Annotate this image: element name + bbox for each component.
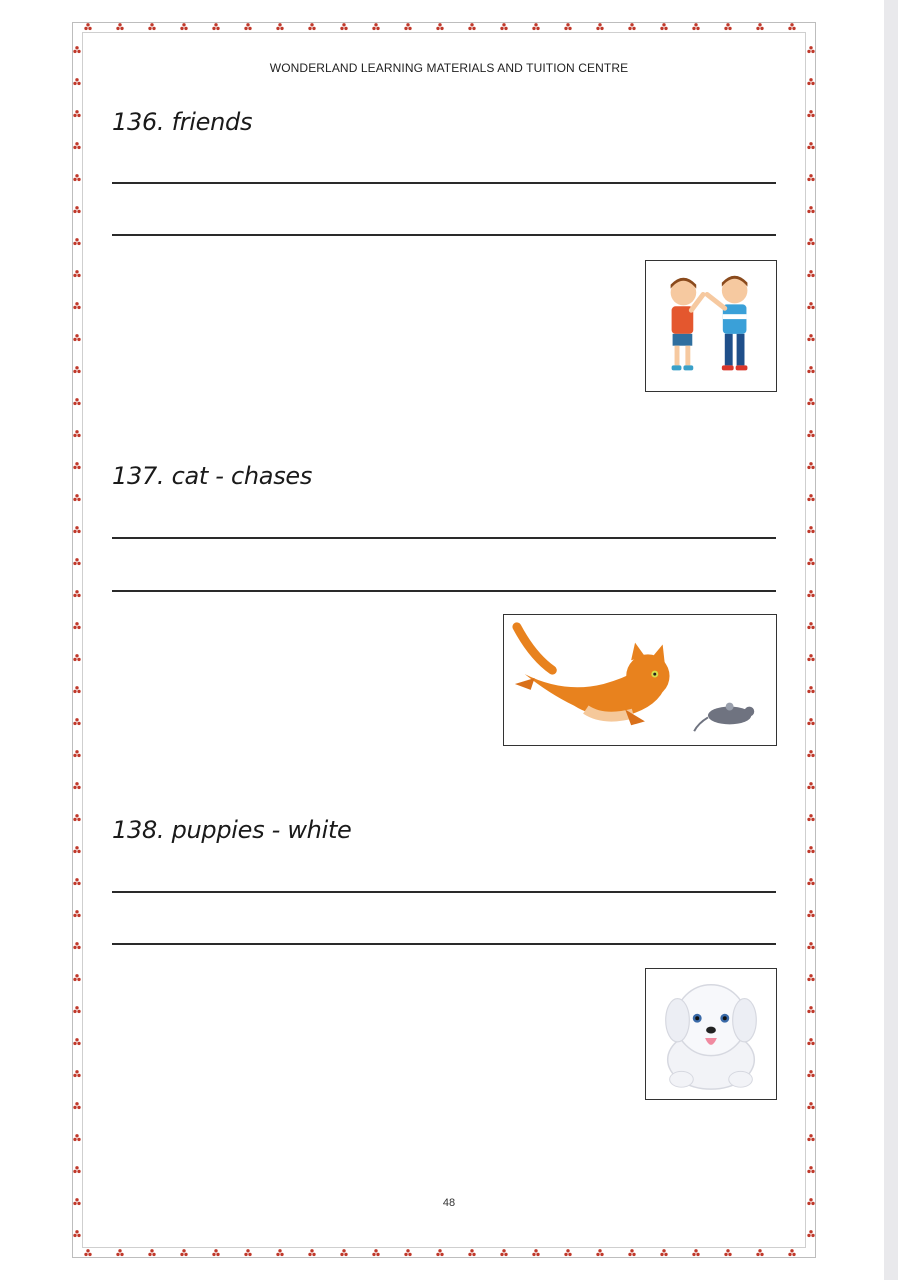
white-puppy-icon [646, 969, 776, 1099]
border-dot-cluster [73, 1166, 80, 1173]
border-dot-cluster [807, 1230, 814, 1237]
border-dot-cluster [532, 23, 539, 30]
answer-line[interactable] [112, 590, 776, 592]
border-dot-cluster [807, 46, 814, 53]
border-dot-cluster [807, 942, 814, 949]
border-dot-cluster [73, 782, 80, 789]
friends-picture [645, 260, 777, 392]
border-dot-cluster [628, 23, 635, 30]
border-dot-cluster [404, 1249, 411, 1256]
border-dot-cluster [436, 23, 443, 30]
border-dot-cluster [73, 366, 80, 373]
border-dot-cluster [724, 1249, 731, 1256]
border-dot-cluster [807, 1166, 814, 1173]
border-dot-cluster [372, 1249, 379, 1256]
border-dot-cluster [807, 1102, 814, 1109]
border-dot-cluster [73, 942, 80, 949]
border-dot-cluster [340, 23, 347, 30]
border-dot-cluster [404, 23, 411, 30]
border-dot-cluster [807, 1006, 814, 1013]
border-dot-cluster [73, 302, 80, 309]
question-138-label: 138. puppies - white [112, 816, 352, 844]
border-dot-cluster [73, 334, 80, 341]
border-dot-cluster [180, 23, 187, 30]
border-dot-cluster [116, 23, 123, 30]
border-dot-cluster [628, 1249, 635, 1256]
border-dot-cluster [692, 1249, 699, 1256]
border-dot-cluster [807, 430, 814, 437]
border-dot-cluster [73, 78, 80, 85]
border-dot-cluster [73, 174, 80, 181]
border-dot-cluster [84, 1249, 91, 1256]
border-dot-cluster [807, 270, 814, 277]
answer-line[interactable] [112, 182, 776, 184]
border-dot-cluster [468, 23, 475, 30]
border-dot-cluster [788, 23, 795, 30]
border-dot-cluster [756, 1249, 763, 1256]
border-dot-cluster [73, 1038, 80, 1045]
border-dot-cluster [73, 142, 80, 149]
border-dot-cluster [596, 23, 603, 30]
border-dot-cluster [468, 1249, 475, 1256]
border-dot-cluster [73, 46, 80, 53]
border-dot-cluster [756, 23, 763, 30]
border-dot-cluster [73, 718, 80, 725]
border-dot-cluster [73, 1070, 80, 1077]
border-dot-cluster [73, 622, 80, 629]
border-dot-cluster [807, 398, 814, 405]
page-number: 48 [442, 1197, 456, 1209]
white-puppy-picture [645, 968, 777, 1100]
border-dot-cluster [807, 654, 814, 661]
border-dot-cluster [73, 110, 80, 117]
border-dot-cluster [807, 846, 814, 853]
cat-chasing-mouse-icon [504, 615, 776, 745]
border-dot-cluster [73, 526, 80, 533]
border-dot-cluster [807, 718, 814, 725]
border-dot-cluster [372, 23, 379, 30]
border-dot-cluster [244, 23, 251, 30]
border-dot-cluster [308, 23, 315, 30]
border-dot-cluster [807, 974, 814, 981]
border-dot-cluster [84, 23, 91, 30]
border-dot-cluster [276, 1249, 283, 1256]
border-dot-cluster [660, 1249, 667, 1256]
border-dot-cluster [807, 814, 814, 821]
two-boys-high-five-icon [646, 261, 776, 391]
border-dot-cluster [807, 686, 814, 693]
question-136-label: 136. friends [112, 108, 253, 136]
border-dot-cluster [788, 1249, 795, 1256]
border-dot-cluster [807, 750, 814, 757]
border-dot-cluster [807, 110, 814, 117]
border-dot-cluster [73, 590, 80, 597]
answer-line[interactable] [112, 891, 776, 893]
border-dot-cluster [73, 814, 80, 821]
border-dot-cluster [807, 142, 814, 149]
border-dot-cluster [660, 23, 667, 30]
border-dot-cluster [308, 1249, 315, 1256]
question-137-label: 137. cat - chases [112, 462, 313, 490]
border-dot-cluster [807, 622, 814, 629]
border-dot-cluster [73, 206, 80, 213]
border-dot-cluster [73, 654, 80, 661]
border-dot-cluster [73, 1006, 80, 1013]
border-dot-cluster [212, 1249, 219, 1256]
border-dot-cluster [807, 302, 814, 309]
viewer-scroll-strip [884, 0, 898, 1280]
border-dot-cluster [724, 23, 731, 30]
border-dot-cluster [73, 846, 80, 853]
border-dot-cluster [244, 1249, 251, 1256]
border-dot-cluster [73, 910, 80, 917]
border-dot-cluster [807, 910, 814, 917]
border-dot-cluster [807, 590, 814, 597]
border-dot-cluster [148, 1249, 155, 1256]
border-dot-cluster [807, 366, 814, 373]
border-dot-cluster [340, 1249, 347, 1256]
border-dot-cluster [807, 494, 814, 501]
border-dot-cluster [807, 782, 814, 789]
border-dot-cluster [73, 1230, 80, 1237]
border-dot-cluster [73, 686, 80, 693]
border-dot-cluster [73, 1134, 80, 1141]
answer-line[interactable] [112, 943, 776, 945]
answer-line[interactable] [112, 234, 776, 236]
border-dot-cluster [807, 206, 814, 213]
border-dot-cluster [807, 78, 814, 85]
border-dot-cluster [116, 1249, 123, 1256]
border-dot-cluster [807, 1070, 814, 1077]
border-dot-cluster [73, 974, 80, 981]
border-dot-cluster [807, 558, 814, 565]
border-dot-cluster [500, 1249, 507, 1256]
border-dot-cluster [807, 462, 814, 469]
border-dot-cluster [212, 23, 219, 30]
border-dot-cluster [73, 878, 80, 885]
border-dot-cluster [73, 430, 80, 437]
border-dot-cluster [807, 526, 814, 533]
border-dot-cluster [73, 238, 80, 245]
answer-line[interactable] [112, 537, 776, 539]
border-dot-cluster [564, 1249, 571, 1256]
border-dot-cluster [73, 462, 80, 469]
border-dot-cluster [73, 270, 80, 277]
border-dot-cluster [73, 558, 80, 565]
border-dot-cluster [807, 1038, 814, 1045]
border-dot-cluster [436, 1249, 443, 1256]
border-dot-cluster [807, 238, 814, 245]
border-dot-cluster [596, 1249, 603, 1256]
border-dot-cluster [180, 1249, 187, 1256]
border-dot-cluster [807, 334, 814, 341]
border-dot-cluster [807, 1134, 814, 1141]
border-dot-cluster [73, 1102, 80, 1109]
cat-chases-picture [503, 614, 777, 746]
border-dot-cluster [500, 23, 507, 30]
border-dot-cluster [148, 23, 155, 30]
border-dot-cluster [276, 23, 283, 30]
border-dot-cluster [807, 878, 814, 885]
border-dot-cluster [532, 1249, 539, 1256]
page-header: WONDERLAND LEARNING MATERIALS AND TUITION CENTRE [269, 61, 629, 75]
border-dot-cluster [73, 494, 80, 501]
border-dot-cluster [73, 398, 80, 405]
border-dot-cluster [564, 23, 571, 30]
border-dot-cluster [692, 23, 699, 30]
border-dot-cluster [73, 750, 80, 757]
border-dot-cluster [807, 174, 814, 181]
